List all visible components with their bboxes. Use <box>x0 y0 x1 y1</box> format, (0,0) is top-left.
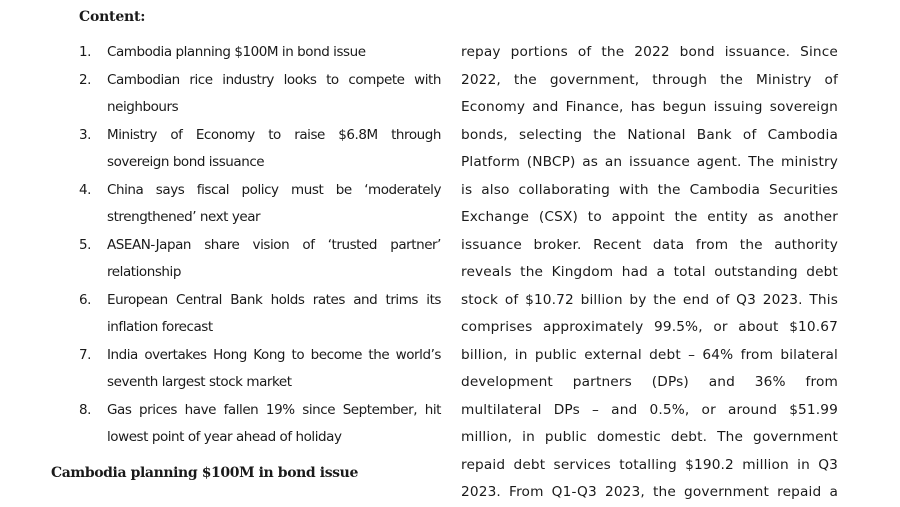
toc-item <box>79 232 441 287</box>
toc-item-number: 8. <box>79 401 91 418</box>
article-body-column <box>461 39 838 507</box>
article-line: repay portions of the 2022 bond issuance. Since <box>461 44 838 60</box>
toc-item <box>79 39 441 67</box>
toc-item <box>79 177 441 232</box>
toc-item-text: Cambodian rice industry looks to compete with neighbours <box>107 71 441 115</box>
article-line: comprises approximately 99.5%, or about $10.67 <box>461 319 838 335</box>
article-line: stock of $10.72 billion by the end of Q3 2023. This <box>461 291 838 308</box>
toc-item-text: ASEAN-Japan share vision of ‘trusted partner’ relationship <box>107 236 441 280</box>
article-line: billion, in public external debt – 64% from bilateral <box>461 346 838 363</box>
article-line: bonds, selecting the National Bank of Cambodia <box>461 126 838 143</box>
article-line: 2023. From Q1-Q3 2023, the government repaid a <box>461 484 838 500</box>
toc-item-text: Cambodia planning $100M in bond issue <box>107 44 366 60</box>
content-heading: Content: <box>79 9 146 25</box>
table-of-contents <box>79 39 441 452</box>
toc-item-text: Gas prices have fallen 19% since September, hit lowest point of year ahead of holiday <box>107 401 441 445</box>
toc-item-number: 2. <box>79 71 91 88</box>
article-line: repaid debt services totalling $190.2 million in Q3 <box>461 456 838 473</box>
toc-item-text: Ministry of Economy to raise $6.8M through sovereign bond issuance <box>107 126 441 170</box>
article-line: is also collaborating with the Cambodia Securities <box>461 181 838 198</box>
article-line: Economy and Finance, has begun issuing sovereign <box>461 99 838 115</box>
toc-item-number: 4. <box>79 181 91 198</box>
toc-item <box>79 67 441 122</box>
article-line: 2022, the government, through the Ministry of <box>461 71 838 88</box>
article-line: development partners (DPs) and 36% from <box>461 374 838 390</box>
article-line: Exchange (CSX) to appoint the entity as another <box>461 209 838 225</box>
article-line: issuance broker. Recent data from the authority <box>461 236 838 253</box>
toc-item <box>79 342 441 397</box>
toc-item-text: European Central Bank holds rates and trims its inflation forecast <box>107 291 441 335</box>
toc-item-text: India overtakes Hong Kong to become the world’s seventh largest stock market <box>107 346 441 390</box>
article-line: reveals the Kingdom had a total outstanding debt <box>461 264 838 280</box>
toc-item-number: 6. <box>79 291 91 308</box>
toc-item <box>79 287 441 342</box>
toc-item-text: China says fiscal policy must be ‘moderately strengthened’ next year <box>107 181 441 225</box>
toc-item-number: 7. <box>79 346 91 363</box>
article-line: million, in public domestic debt. The government <box>461 429 838 445</box>
toc-item <box>79 122 441 177</box>
article-line: Platform (NBCP) as an issuance agent. The ministry <box>461 154 838 170</box>
toc-item-number: 1. <box>79 44 91 60</box>
toc-item-number: 5. <box>79 236 91 253</box>
article-line: multilateral DPs – and 0.5%, or around $51.99 <box>461 401 838 418</box>
toc-item-number: 3. <box>79 126 91 143</box>
toc-item <box>79 397 441 452</box>
article-heading: Cambodia planning $100M in bond issue <box>51 465 358 481</box>
